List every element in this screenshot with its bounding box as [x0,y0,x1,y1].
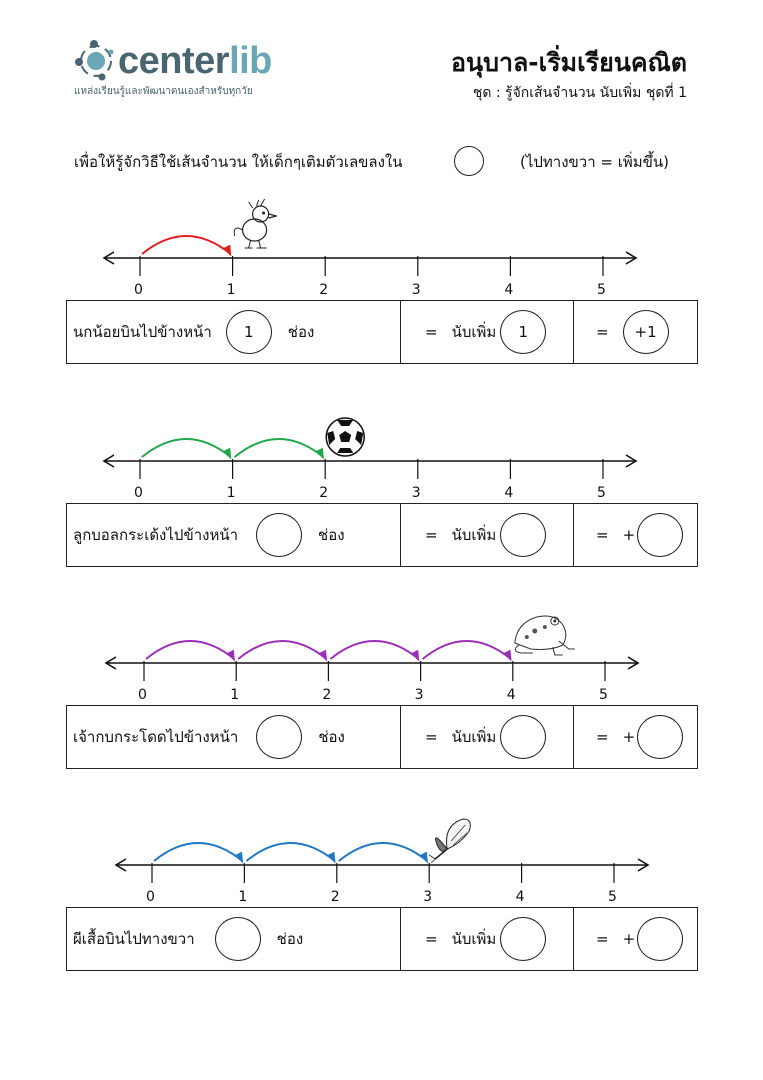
sentence-cell [67,504,401,566]
equals-sign: = [596,930,609,948]
hop-arc [246,843,334,861]
number-line-2 [0,399,763,519]
hop-arc [154,843,242,861]
count-answer-circle[interactable] [500,715,546,759]
count-label: นับเพิ่ม [451,930,497,948]
count-cell [401,301,574,363]
bird-icon [234,199,276,248]
answer-row-2 [66,503,698,567]
instruction-text: เพื่อให้รู้จักวิธีใช้เส้นจำนวน ให้เด็กๆเติมตัวเลขลงใน [74,153,403,171]
tick-label: 0 [138,687,147,703]
sentence-text: เจ้ากบกระโดดไปข้างหน้า [73,728,239,746]
plus-sign: + [622,728,636,746]
count-cell [401,706,574,768]
hop-arc [238,641,326,659]
equals-sign: = [596,526,609,544]
equals-sign: = [596,323,609,341]
number-line-3 [0,601,763,721]
tick-label: 0 [146,889,155,905]
equals-sign: = [425,323,438,341]
answer-row-1 [66,300,698,364]
tick-label: 4 [504,485,514,501]
hop-arc [146,641,234,659]
tick-label: 1 [238,889,248,905]
hop-arc [235,439,324,457]
plus-answer-circle[interactable] [637,715,683,759]
tick-label: 5 [597,485,606,501]
plus-cell [574,706,697,768]
tick-label: 4 [515,889,525,905]
equals-sign: = [596,728,609,746]
answer-circle-sample [454,146,484,176]
equals-sign: = [425,930,438,948]
count-label: นับเพิ่ม [451,526,497,544]
answer-row-3 [66,705,698,769]
plus-cell [574,301,697,363]
count-answer-circle[interactable] [500,917,546,961]
equals-sign: = [425,526,438,544]
hop-arc [339,843,427,861]
tick-label: 3 [414,687,424,703]
count-label: นับเพิ่ม [451,323,497,341]
brand-name-main: center [118,40,230,82]
worksheet-title: อนุบาล-เริ่มเรียนคณิต [450,48,687,77]
plus-sign: + [622,526,636,544]
steps-answer-circle[interactable] [215,917,261,961]
tick-label: 0 [134,485,143,501]
tick-label: 3 [411,282,421,298]
count-cell [401,908,574,970]
number-line-svg [0,196,763,316]
tick-label: 4 [504,282,514,298]
hop-arc [142,439,231,457]
equals-sign: = [425,728,438,746]
sentence-cell [67,301,401,363]
unit-label: ช่อง [287,323,315,341]
number-line-4 [0,803,763,923]
steps-answer-circle[interactable] [256,513,302,557]
soccer-ball-icon [326,418,364,456]
count-answer-circle[interactable]: 1 [500,310,546,354]
instruction-note: (ไปทางขวา = เพิ่มขึ้น) [520,153,670,171]
hop-arc [330,641,418,659]
unit-label: ช่อง [276,930,304,948]
tick-label: 3 [411,485,421,501]
butterfly-icon [429,819,470,863]
tick-label: 2 [319,282,329,298]
plus-answer-circle[interactable] [637,513,683,557]
unit-label: ช่อง [318,526,345,544]
number-line-svg [0,601,763,721]
tick-label: 5 [597,282,606,298]
tick-label: 0 [134,282,143,298]
sentence-cell [67,706,401,768]
plus-cell [574,908,697,970]
answer-row-4 [66,907,698,971]
brand-name [118,38,272,84]
brand-tagline: แหล่งเรียนรู้และพัฒนาตนเองสำหรับทุกวัย [74,86,253,97]
plus-answer-circle[interactable] [637,917,683,961]
sentence-cell [67,908,401,970]
plus-answer-circle[interactable]: +1 [623,310,669,354]
centerlib-logo [72,36,122,86]
frog-icon [515,616,575,655]
tick-label: 4 [506,687,516,703]
tick-label: 1 [226,485,236,501]
sentence-text: ผีเสื้อบินไปทางขวา [73,930,195,948]
plus-sign: + [622,930,636,948]
tick-label: 1 [230,687,240,703]
tick-label: 3 [423,889,433,905]
tick-label: 2 [319,485,329,501]
sentence-text: นกน้อยบินไปข้างหน้า [73,323,212,341]
tick-label: 5 [599,687,608,703]
number-line-svg [0,399,763,519]
number-line-1 [0,196,763,316]
worksheet-subtitle: ชุด : รู้จักเส้นจำนวน นับเพิ่ม ชุดที่ 1 [472,85,687,101]
hop-arc [423,641,511,659]
steps-answer-circle[interactable]: 1 [226,310,272,354]
sentence-text: ลูกบอลกระเด้งไปข้างหน้า [73,526,239,544]
hop-arc [142,236,231,254]
unit-label: ช่อง [318,728,345,746]
number-line-svg [0,803,763,923]
count-label: นับเพิ่ม [451,728,497,746]
tick-label: 5 [608,889,617,905]
steps-answer-circle[interactable] [256,715,302,759]
tick-label: 2 [322,687,332,703]
plus-cell [574,504,697,566]
tick-label: 2 [330,889,340,905]
brand-name-accent: lib [229,40,272,82]
tick-label: 1 [226,282,236,298]
count-answer-circle[interactable] [500,513,546,557]
count-cell [401,504,574,566]
